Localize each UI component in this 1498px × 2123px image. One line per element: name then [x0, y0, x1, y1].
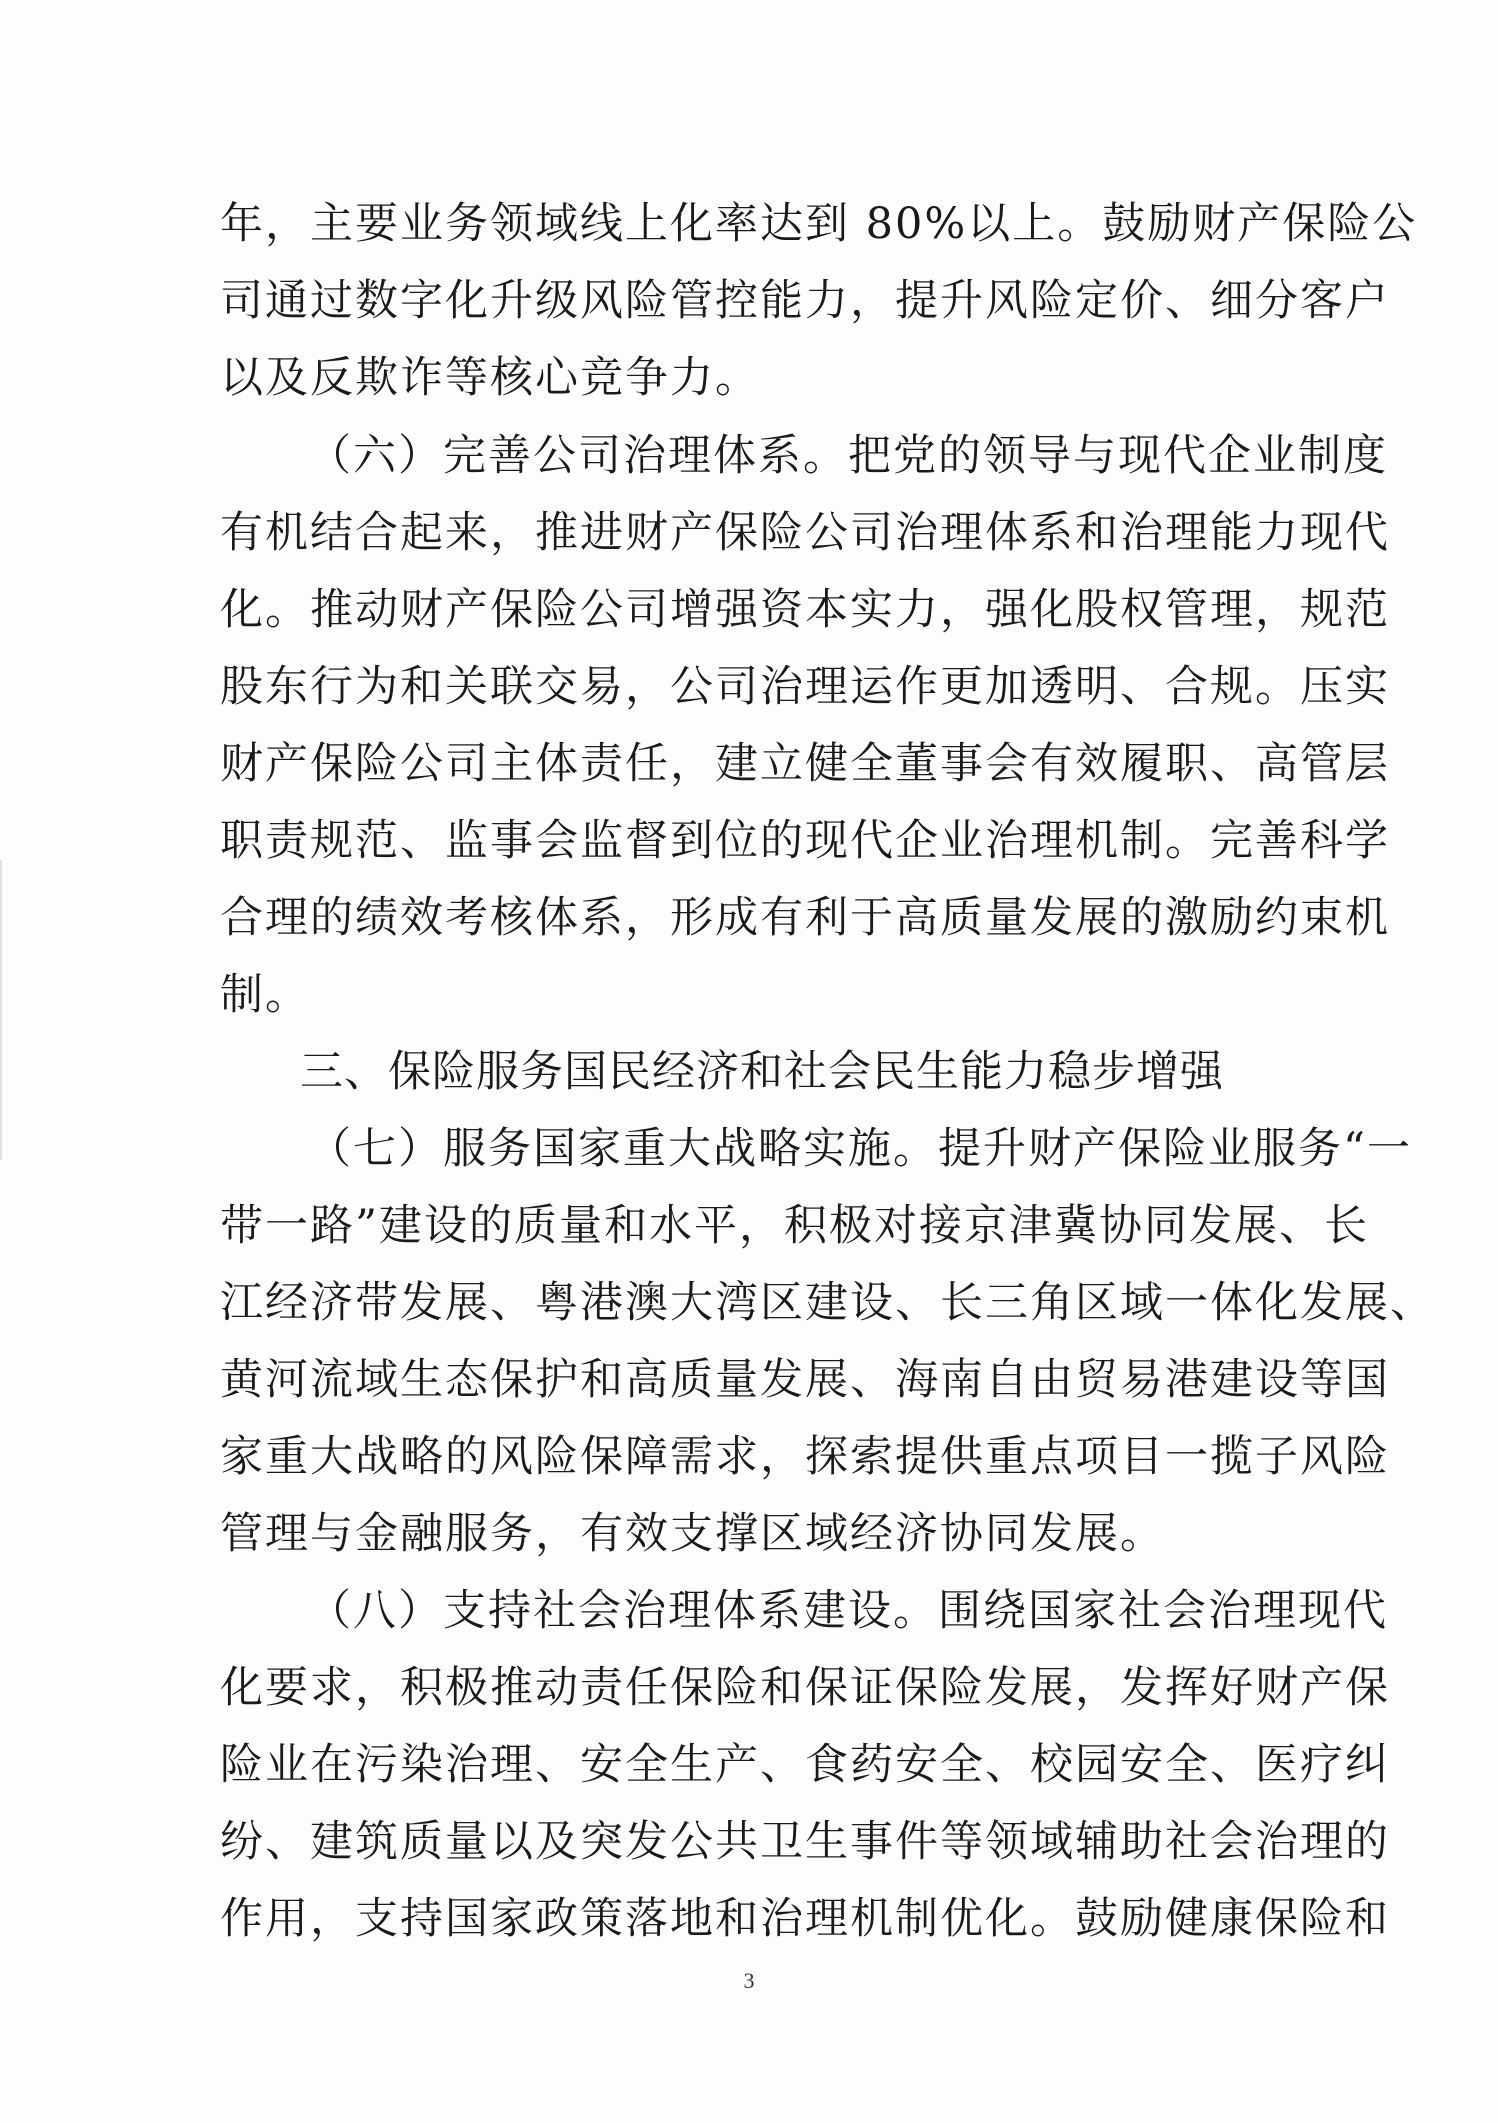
- body-line: 险业在污染治理、安全生产、食药安全、校园安全、医疗纠: [220, 1740, 1390, 1790]
- body-line: 带一路”建设的质量和水平，积极对接京津冀协同发展、长: [220, 1201, 1369, 1251]
- body-line: 合理的绩效考核体系，形成有利于高质量发展的激励约束机: [220, 893, 1390, 943]
- body-line: 以及反欺诈等核心竞争力。: [220, 353, 760, 403]
- body-line: 黄河流域生态保护和高质量发展、海南自由贸易港建设等国: [220, 1355, 1390, 1405]
- body-line: 财产保险公司主体责任，建立健全董事会有效履职、高管层: [220, 739, 1390, 789]
- chapter-heading: 三、保险服务国民经济和社会民生能力稳步增强: [300, 1047, 1224, 1097]
- section-heading-7: （七）服务国家重大战略实施。提升财产保险业服务“一: [308, 1124, 1412, 1174]
- body-line: 化。推动财产保险公司增强资本实力，强化股权管理，规范: [220, 585, 1390, 635]
- body-line: 家重大战略的风险保障需求，探索提供重点项目一揽子风险: [220, 1432, 1390, 1482]
- section-heading-8: （八）支持社会治理体系建设。围绕国家社会治理现代: [308, 1586, 1388, 1636]
- body-line: 年，主要业务领域线上化率达到 80%以上。鼓励财产保险公: [220, 199, 1418, 249]
- body-line: 股东行为和关联交易，公司治理运作更加透明、合规。压实: [220, 662, 1390, 712]
- body-line: 职责规范、监事会监督到位的现代企业治理机制。完善科学: [220, 816, 1390, 866]
- body-line: 管理与金融服务，有效支撑区域经济协同发展。: [220, 1509, 1165, 1559]
- section-heading-6: （六）完善公司治理体系。把党的领导与现代企业制度: [308, 431, 1388, 481]
- body-line: 化要求，积极推动责任保险和保证保险发展，发挥好财产保: [220, 1663, 1390, 1713]
- body-line: 有机结合起来，推进财产保险公司治理体系和治理能力现代: [220, 508, 1390, 558]
- page-number: 3: [743, 1968, 755, 1993]
- body-line: 作用，支持国家政策落地和治理机制优化。鼓励健康保险和: [220, 1894, 1390, 1944]
- scan-edge-mark: [0, 860, 2, 1160]
- body-line: 司通过数字化升级风险管控能力，提升风险定价、细分客户: [220, 276, 1390, 326]
- body-line: 纷、建筑质量以及突发公共卫生事件等领域辅助社会治理的: [220, 1817, 1390, 1867]
- body-line: 制。: [220, 970, 310, 1020]
- body-line: 江经济带发展、粤港澳大湾区建设、长三角区域一体化发展、: [220, 1278, 1435, 1328]
